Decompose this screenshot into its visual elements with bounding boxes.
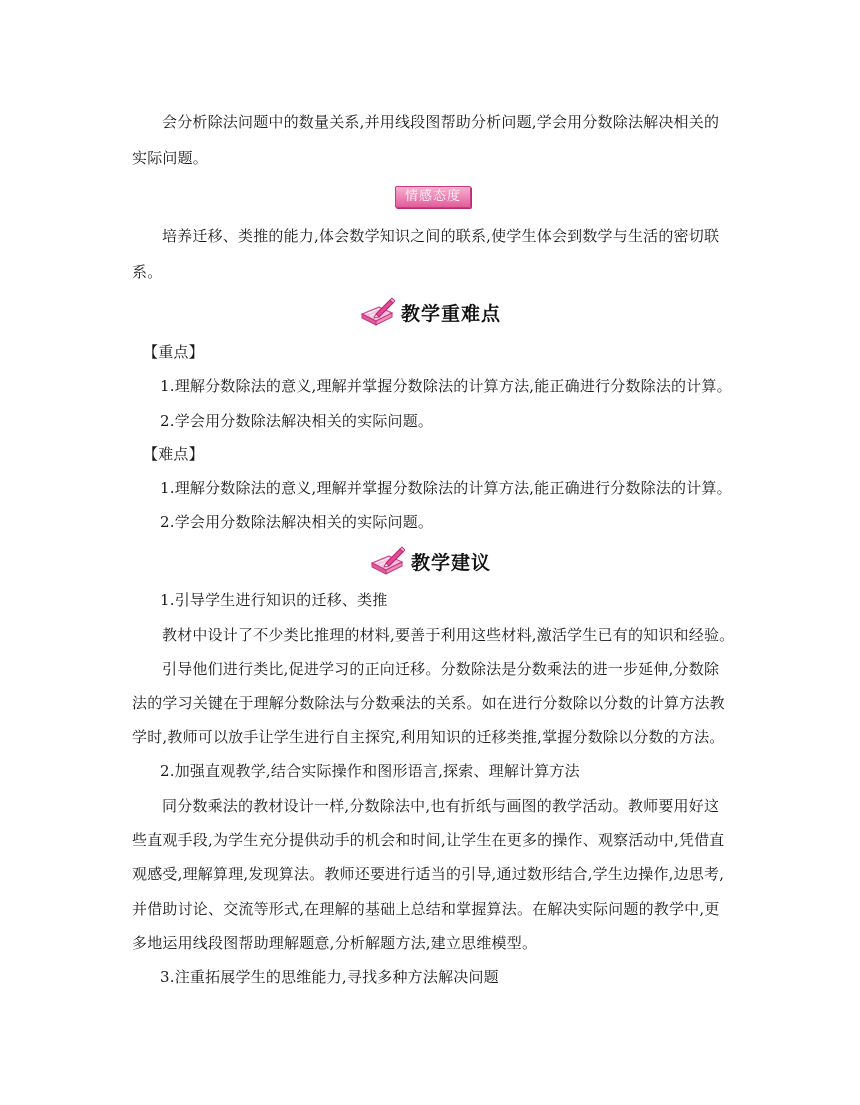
paragraph-attitude-line-2: 系。 — [132, 263, 163, 281]
heading-teaching-advice — [0, 544, 860, 578]
advice-item-2-line-4: 并借助讨论、交流等形式,在理解的基础上总结和掌握算法。在解决实际问题的教学中,更 — [132, 900, 720, 918]
difficult-point-item-2: 2.学会用分数除法解决相关的实际问题。 — [160, 513, 434, 531]
advice-item-2-line-2: 些直观手段,为学生充分提供动手的机会和时间,让学生在更多的操作、观察活动中,凭借直 — [132, 831, 725, 849]
notebook-pencil-icon — [359, 297, 395, 327]
label-key-points: 【重点】 — [143, 343, 204, 361]
heading-title: 教学建议 — [410, 551, 491, 574]
paragraph-analysis-line-1: 会分析除法问题中的数量关系,并用线段图帮助分析问题,学会用分数除法解决相关的 — [162, 113, 720, 131]
paragraph-analysis-line-2: 实际问题。 — [132, 149, 209, 167]
advice-item-2-line-1: 同分数乘法的教材设计一样,分数除法中,也有折纸与画图的教学活动。教师要用好这 — [162, 797, 720, 815]
advice-item-2-line-3: 观感受,理解算理,发现算法。教师还要进行适当的引导,通过数形结合,学生边操作,边思考, — [132, 865, 725, 883]
heading-title: 教学重难点 — [400, 302, 501, 325]
label-difficult-points: 【难点】 — [143, 445, 204, 463]
advice-item-2-line-5: 多地运用线段图帮助理解题意,分析解题方法,建立思维模型。 — [132, 934, 538, 952]
heading-teaching-difficulties — [0, 295, 860, 329]
advice-item-1-line-2: 引导他们进行类比,促进学习的正向迁移。分数除法是分数乘法的进一步延伸,分数除 — [162, 660, 720, 678]
badge-emotional-attitude: 情感态度 — [395, 186, 471, 208]
paragraph-attitude-line-1: 培养迁移、类推的能力,体会数学知识之间的联系,使学生体会到数学与生活的密切联 — [162, 227, 720, 245]
advice-item-1-title: 1.引导学生进行知识的迁移、类推 — [160, 591, 388, 609]
advice-item-2-title: 2.加强直观教学,结合实际操作和图形语言,探索、理解计算方法 — [160, 762, 580, 780]
key-point-item-1: 1.理解分数除法的意义,理解并掌握分数除法的计算方法,能正确进行分数除法的计算。 — [160, 377, 732, 395]
notebook-pencil-icon — [369, 546, 405, 576]
advice-item-1-line-1: 教材中设计了不少类比推理的材料,要善于利用这些材料,激活学生已有的知识和经验。 — [162, 626, 735, 644]
difficult-point-item-1: 1.理解分数除法的意义,理解并掌握分数除法的计算方法,能正确进行分数除法的计算。 — [160, 479, 732, 497]
key-point-item-2: 2.学会用分数除法解决相关的实际问题。 — [160, 412, 434, 430]
advice-item-1-line-3: 法的学习关键在于理解分数除法与分数乘法的关系。如在进行分数除以分数的计算方法教 — [132, 694, 725, 712]
advice-item-3-title: 3.注重拓展学生的思维能力,寻找多种方法解决问题 — [160, 968, 499, 986]
advice-item-1-line-4: 学时,教师可以放手让学生进行自主探究,利用知识的迁移类推,掌握分数除以分数的方法。 — [132, 728, 725, 746]
